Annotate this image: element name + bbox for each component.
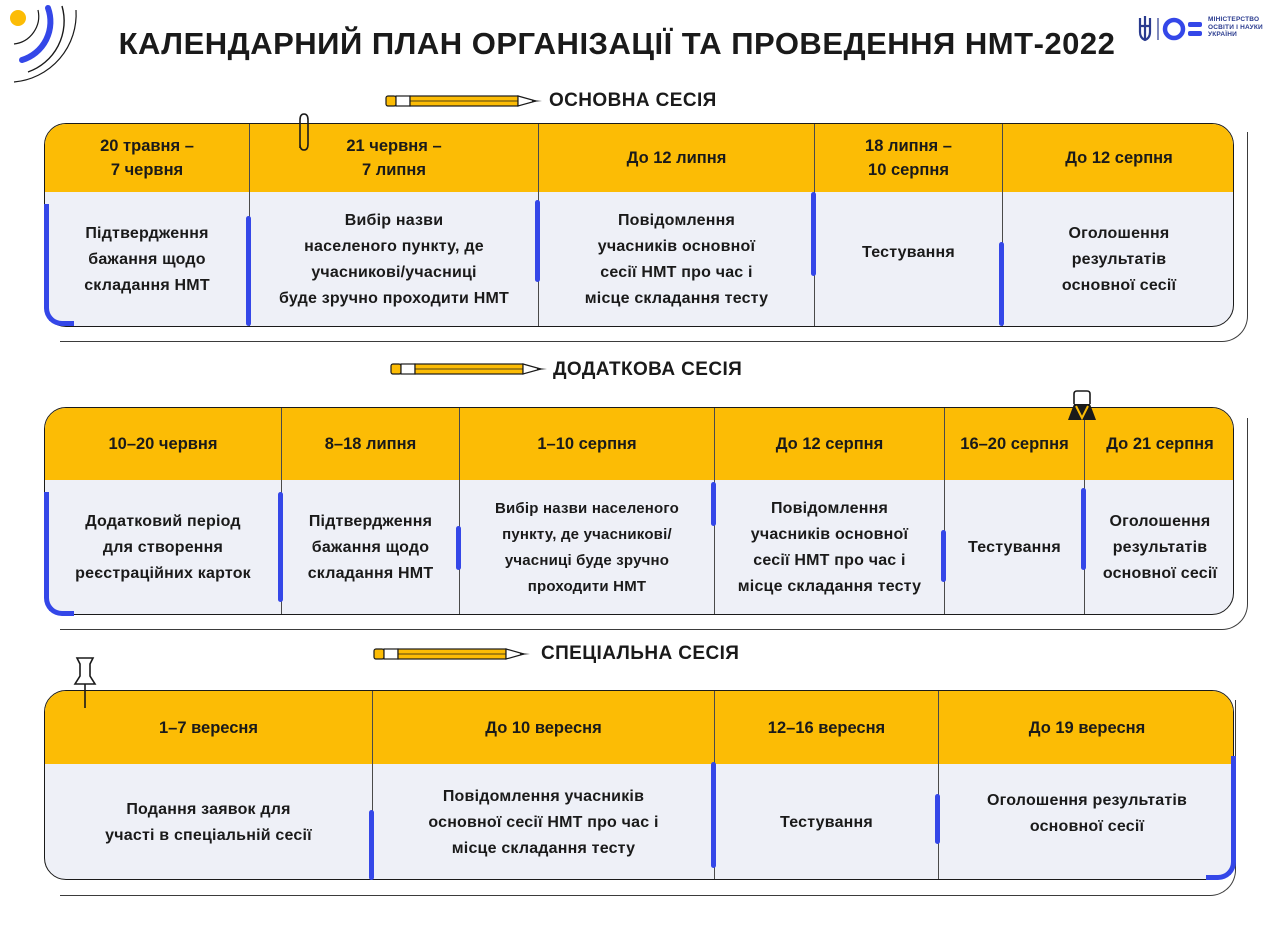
ministry-logo [1136,14,1266,44]
accent-bar [369,810,374,880]
date-cell: До 21 серпня [1106,435,1214,453]
accent-bar [711,762,716,868]
main-session-column [249,124,538,326]
activity-cell: Підтвердження бажання щодо складання НМТ [307,513,434,582]
date-cell: 18 липня – 10 серпня [865,137,952,179]
main-session-column [1002,124,1234,326]
activity-cell: Повідомлення учасників основної сесії НМТ про час і місце складання тесту [584,212,769,307]
activity-cell: Вибір назви населеного пункту, де учасникові/ учасниці буде зручно проходити НМТ [494,500,680,595]
date-cell: 8–18 липня [324,435,417,453]
page-title: КАЛЕНДАРНИЙ ПЛАН ОРГАНІЗАЦІЇ ТА ПРОВЕДЕННЯ НМТ-2022 [118,26,1116,61]
main-session-column [538,124,814,326]
ministry-name [1208,16,1263,39]
activity-cell: Підтвердження бажання щодо складання НМТ [84,225,210,294]
special-session-table [44,690,1234,880]
ministry-line: УКРАЇНИ [1208,31,1238,38]
accent-bar [811,192,816,276]
special-session-column [372,691,714,879]
accent-corner [1206,756,1236,880]
activity-cell: Тестування [968,539,1061,556]
additional-session-column [944,408,1084,614]
date-cell: 20 травня – 7 червня [100,137,194,179]
additional-session-table [44,407,1234,615]
binder-clip-icon [1064,390,1100,424]
date-cell: До 12 серпня [1065,149,1173,167]
special-session-column [714,691,938,879]
activity-cell: Повідомлення учасників основної сесії НМТ про час і місце складання тесту [737,500,922,595]
accent-bar [456,526,461,570]
additional-session-column [281,408,459,614]
paperclip-icon [294,112,314,154]
accent-bar [999,242,1004,326]
date-cell: 10–20 червня [108,435,218,453]
ministry-line: МІНІСТЕРСТВО [1208,16,1260,23]
trident-icon [1136,14,1206,44]
additional-session-column [459,408,714,614]
activity-cell: Оголошення результатів основної сесії [1061,225,1177,294]
additional-session-column [45,408,281,614]
pencil-icon [389,360,549,378]
date-cell: До 12 липня [626,149,727,167]
date-cell: 1–7 вересня [158,718,259,737]
date-cell: 1–10 серпня [537,435,637,453]
activity-cell: Оголошення результатів основної сесії [986,792,1188,835]
activity-cell: Тестування [780,813,873,831]
additional-session-label: ДОДАТКОВА СЕСІЯ [553,359,743,380]
accent-corner [44,492,74,616]
activity-cell: Повідомлення учасників основної сесії НМТ про час і місце складання тесту [428,787,659,857]
pencil-icon [372,645,532,663]
special-session-label: СПЕЦІАЛЬНА СЕСІЯ [541,643,740,664]
accent-bar [935,794,940,844]
special-session-column [45,691,372,879]
date-cell: До 19 вересня [1028,718,1146,737]
activity-cell: Подання заявок для участі в спеціальній сесії [105,800,312,844]
main-session-column [814,124,1002,326]
date-cell: 21 червня – 7 липня [346,137,442,179]
pushpin-icon [72,656,98,710]
date-cell: До 12 серпня [775,435,884,453]
activity-cell: Тестування [862,244,955,261]
ministry-line: ОСВІТИ І НАУКИ [1208,23,1263,31]
additional-session-column [1084,408,1234,614]
additional-session-column [714,408,944,614]
activity-cell: Вибір назви населеного пункту, де учасникові/учасниці буде зручно проходити НМТ [279,212,509,307]
accent-corner [44,204,74,326]
accent-bar [278,492,283,602]
accent-bar [246,216,251,326]
activity-cell: Додатковий період для створення реєстраційних карток [75,513,251,582]
main-session-label: ОСНОВНА СЕСІЯ [549,90,717,111]
accent-bar [711,482,716,526]
activity-cell: Оголошення результатів основної сесії [1102,513,1218,582]
accent-bar [1081,488,1086,570]
main-session-column [45,124,249,326]
special-session-column [938,691,1234,879]
date-cell: 12–16 вересня [767,718,886,737]
accent-bar [941,530,946,582]
date-cell: 16–20 серпня [960,435,1069,453]
main-session-table [44,123,1234,327]
date-cell: До 10 вересня [485,718,602,737]
pencil-icon [384,92,544,110]
accent-bar [535,200,540,282]
